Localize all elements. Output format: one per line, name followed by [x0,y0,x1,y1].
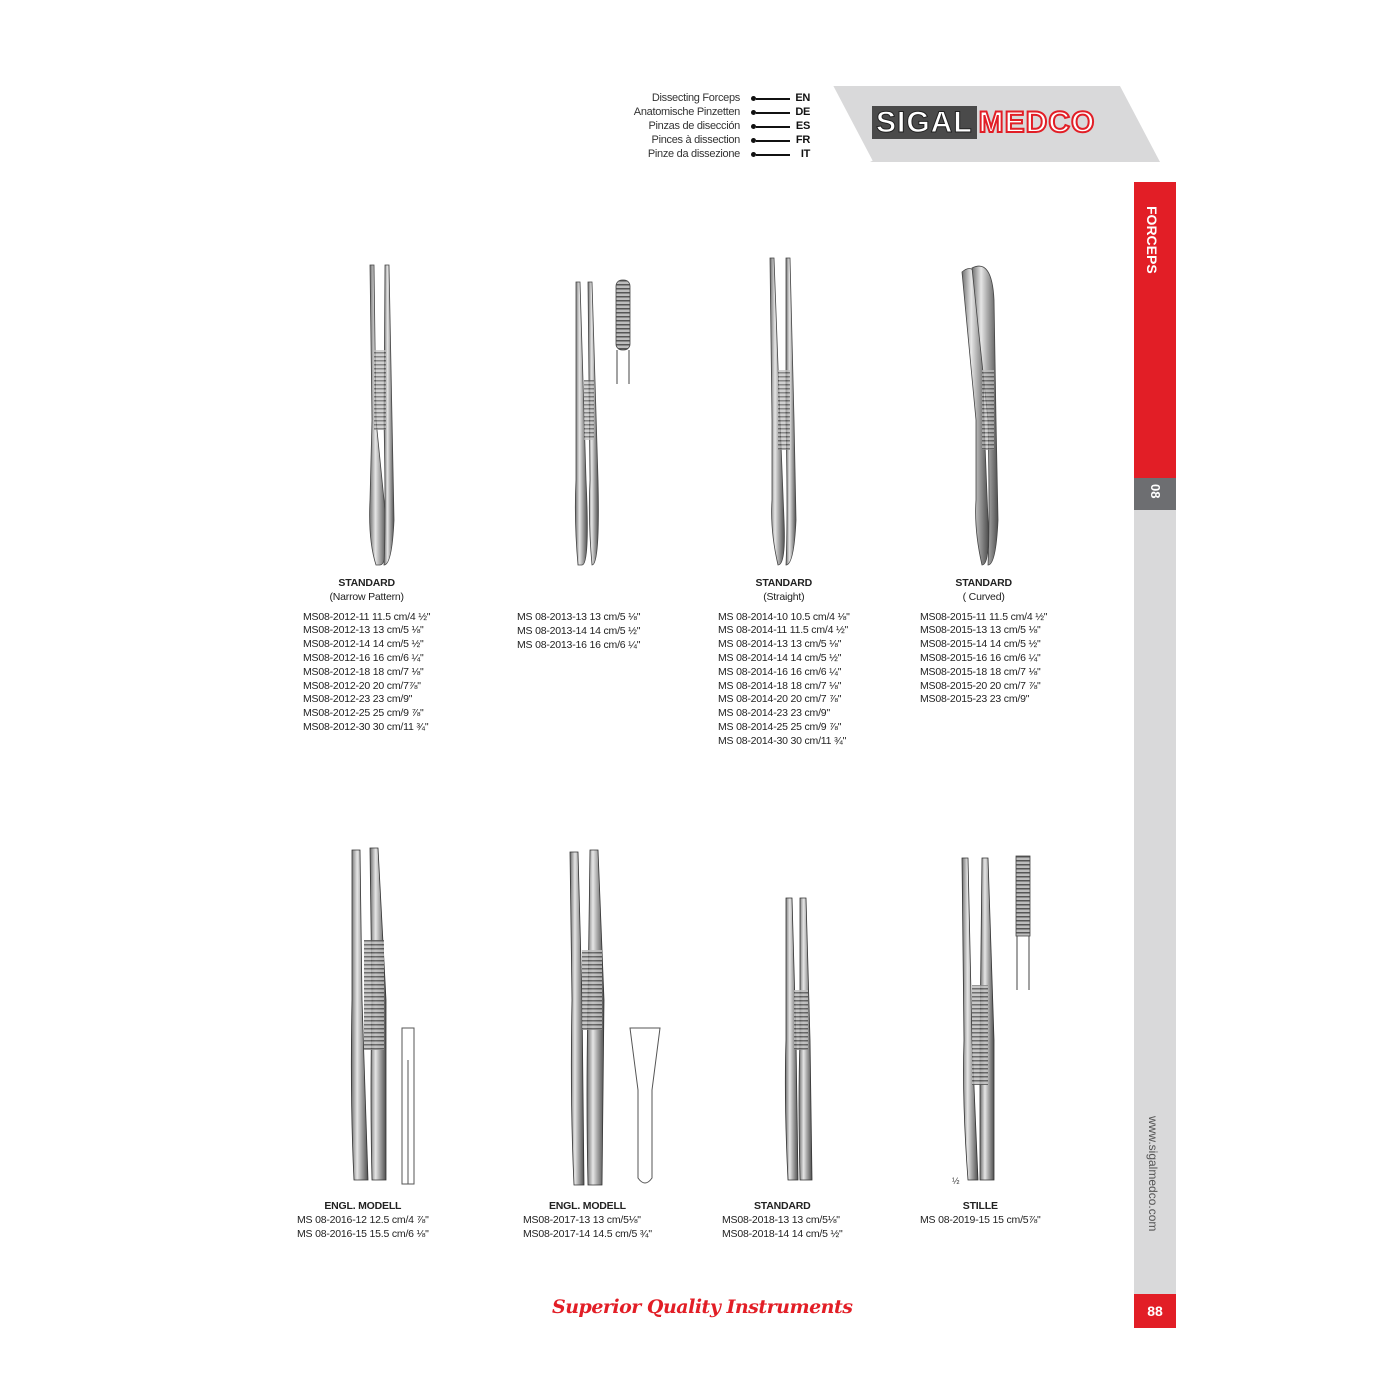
product-code: MS 08-2016-12 12.5 cm/4 ⅞" [297,1213,429,1226]
product-code: MS08-2018-13 13 cm/5⅛" [722,1213,840,1226]
product-code-list [920,1214,1041,1228]
product-code: MS08-2015-11 11.5 cm/4 ½" [920,610,1048,623]
language-code: IT [800,148,810,160]
product-code: MS 08-2013-13 13 cm/5 ⅛" [517,611,641,623]
product-code-list [523,1214,652,1242]
product-code: MS08-2012-13 13 cm/5 ⅛" [303,624,424,637]
product-code: MS08-2012-11 11.5 cm/4 ½" [303,610,431,623]
language-name: Dissecting Forceps [651,92,740,104]
language-name: Pinces à dissection [651,134,740,146]
product-title: STANDARD [753,1200,811,1212]
forceps-engl-modell-2017-image [570,850,660,1185]
product-code-list [920,611,1047,708]
product-code: MS 08-2014-30 30 cm/11 ¾" [718,734,847,747]
product-code: MS08-2015-20 20 cm/7 ⅞" [920,679,1041,692]
product-2013 [517,605,640,652]
product-code: MS 08-2014-18 18 cm/7 ⅛" [718,679,842,692]
product-code: MS08-2012-14 14 cm/5 ½" [303,638,424,651]
product-code: MS08-2012-20 20 cm/7⅞" [303,679,421,692]
product-code: MS 08-2014-14 14 cm/5 ½" [718,651,842,664]
product-code-list [297,1214,429,1242]
product-code: MS08-2017-14 14.5 cm/5 ¾" [523,1227,652,1240]
footer-slogan: Superior Quality Instruments [552,1296,853,1318]
forceps-2018-image [785,898,812,1180]
product-code: MS 08-2014-11 11.5 cm/4 ½" [718,624,849,637]
page-number: 88 [1134,1294,1176,1328]
product-code: MS08-2012-18 18 cm/7 ⅛" [303,665,424,678]
scale-mark: ½ [952,1176,960,1186]
product-subtitle: (Straight) [763,590,805,603]
logo-part-medco: MEDCO [978,106,1096,139]
product-code: MS08-2015-18 18 cm/7 ⅛" [920,665,1041,678]
product-title: STANDARD [755,577,813,589]
product-code: MS 08-2016-15 15.5 cm/6 ⅛" [297,1227,429,1240]
product-code: MS08-2012-30 30 cm/11 ¾" [303,720,429,733]
language-name: Pinze da dissezione [647,148,740,160]
language-code: FR [795,134,810,146]
forceps-2013-image [575,280,630,565]
product-code-list [517,611,640,652]
product-title: ENGL. MODELL [324,1200,402,1212]
product-code: MS08-2015-23 23 cm/9" [920,693,1030,706]
product-code-list [718,611,850,749]
product-2016 [297,1200,429,1241]
website-url: www.sigalmedco.com [1146,1116,1160,1232]
product-2012 [303,577,430,735]
product-code-list [722,1214,843,1242]
forceps-stille-image [962,856,1030,1180]
language-code: DE [795,106,810,118]
forceps-engl-modell-2016-image [351,848,414,1184]
forceps-straight-image [770,258,796,565]
product-code-list [303,611,430,735]
product-code: MS 08-2014-13 13 cm/5 ⅛" [718,638,842,651]
product-subtitle: ( Curved) [962,590,1005,603]
language-code: ES [795,120,810,132]
product-code: MS08-2015-13 13 cm/5 ⅛" [920,624,1041,637]
forceps-narrow-pattern-image [370,265,394,565]
product-code: MS 08-2014-23 23 cm/9" [718,707,830,720]
language-code: EN [795,92,810,104]
product-title: STILLE [962,1200,998,1212]
product-code: MS08-2017-13 13 cm/5⅛" [523,1213,641,1226]
section-label: FORCEPS [1144,206,1160,274]
product-code: MS08-2012-23 23 cm/9" [303,693,413,706]
forceps-curved-image [962,266,998,565]
product-code: MS 08-2014-25 25 cm/9 ⅞" [718,720,842,733]
chapter-number: 08 [1148,484,1163,499]
product-code: MS08-2015-16 16 cm/6 ¼" [920,651,1041,664]
language-name: Pinzas de disección [648,120,740,132]
product-code: MS 08-2014-16 16 cm/6 ¼" [718,665,842,678]
product-code: MS 08-2014-20 20 cm/7 ⅞" [718,693,842,706]
product-code: MS08-2012-25 25 cm/9 ⅞" [303,707,424,720]
product-code: MS08-2012-16 16 cm/6 ¼" [303,651,424,664]
product-2015 [920,577,1047,707]
logo-part-sigal: SIGAL [872,106,977,139]
product-code: MS08-2018-14 14 cm/5 ½" [722,1227,843,1240]
product-2019 [920,1200,1041,1228]
language-name: Anatomische Pinzetten [633,106,740,118]
product-subtitle: (Narrow Pattern) [329,590,404,603]
product-2017 [523,1200,652,1241]
product-title: STANDARD [955,577,1012,589]
product-title: ENGL. MODELL [548,1200,626,1212]
product-code: MS 08-2013-16 16 cm/6 ¼" [517,638,641,651]
product-title: STANDARD [338,577,395,589]
product-code: MS08-2015-14 14 cm/5 ½" [920,638,1041,651]
product-2014 [718,577,850,749]
product-code: MS 08-2014-10 10.5 cm/4 ⅛" [718,610,850,623]
product-code: MS 08-2019-15 15 cm/5⅞" [920,1213,1041,1226]
product-code: MS 08-2013-14 14 cm/5 ½" [517,624,641,637]
product-2018 [722,1200,843,1241]
